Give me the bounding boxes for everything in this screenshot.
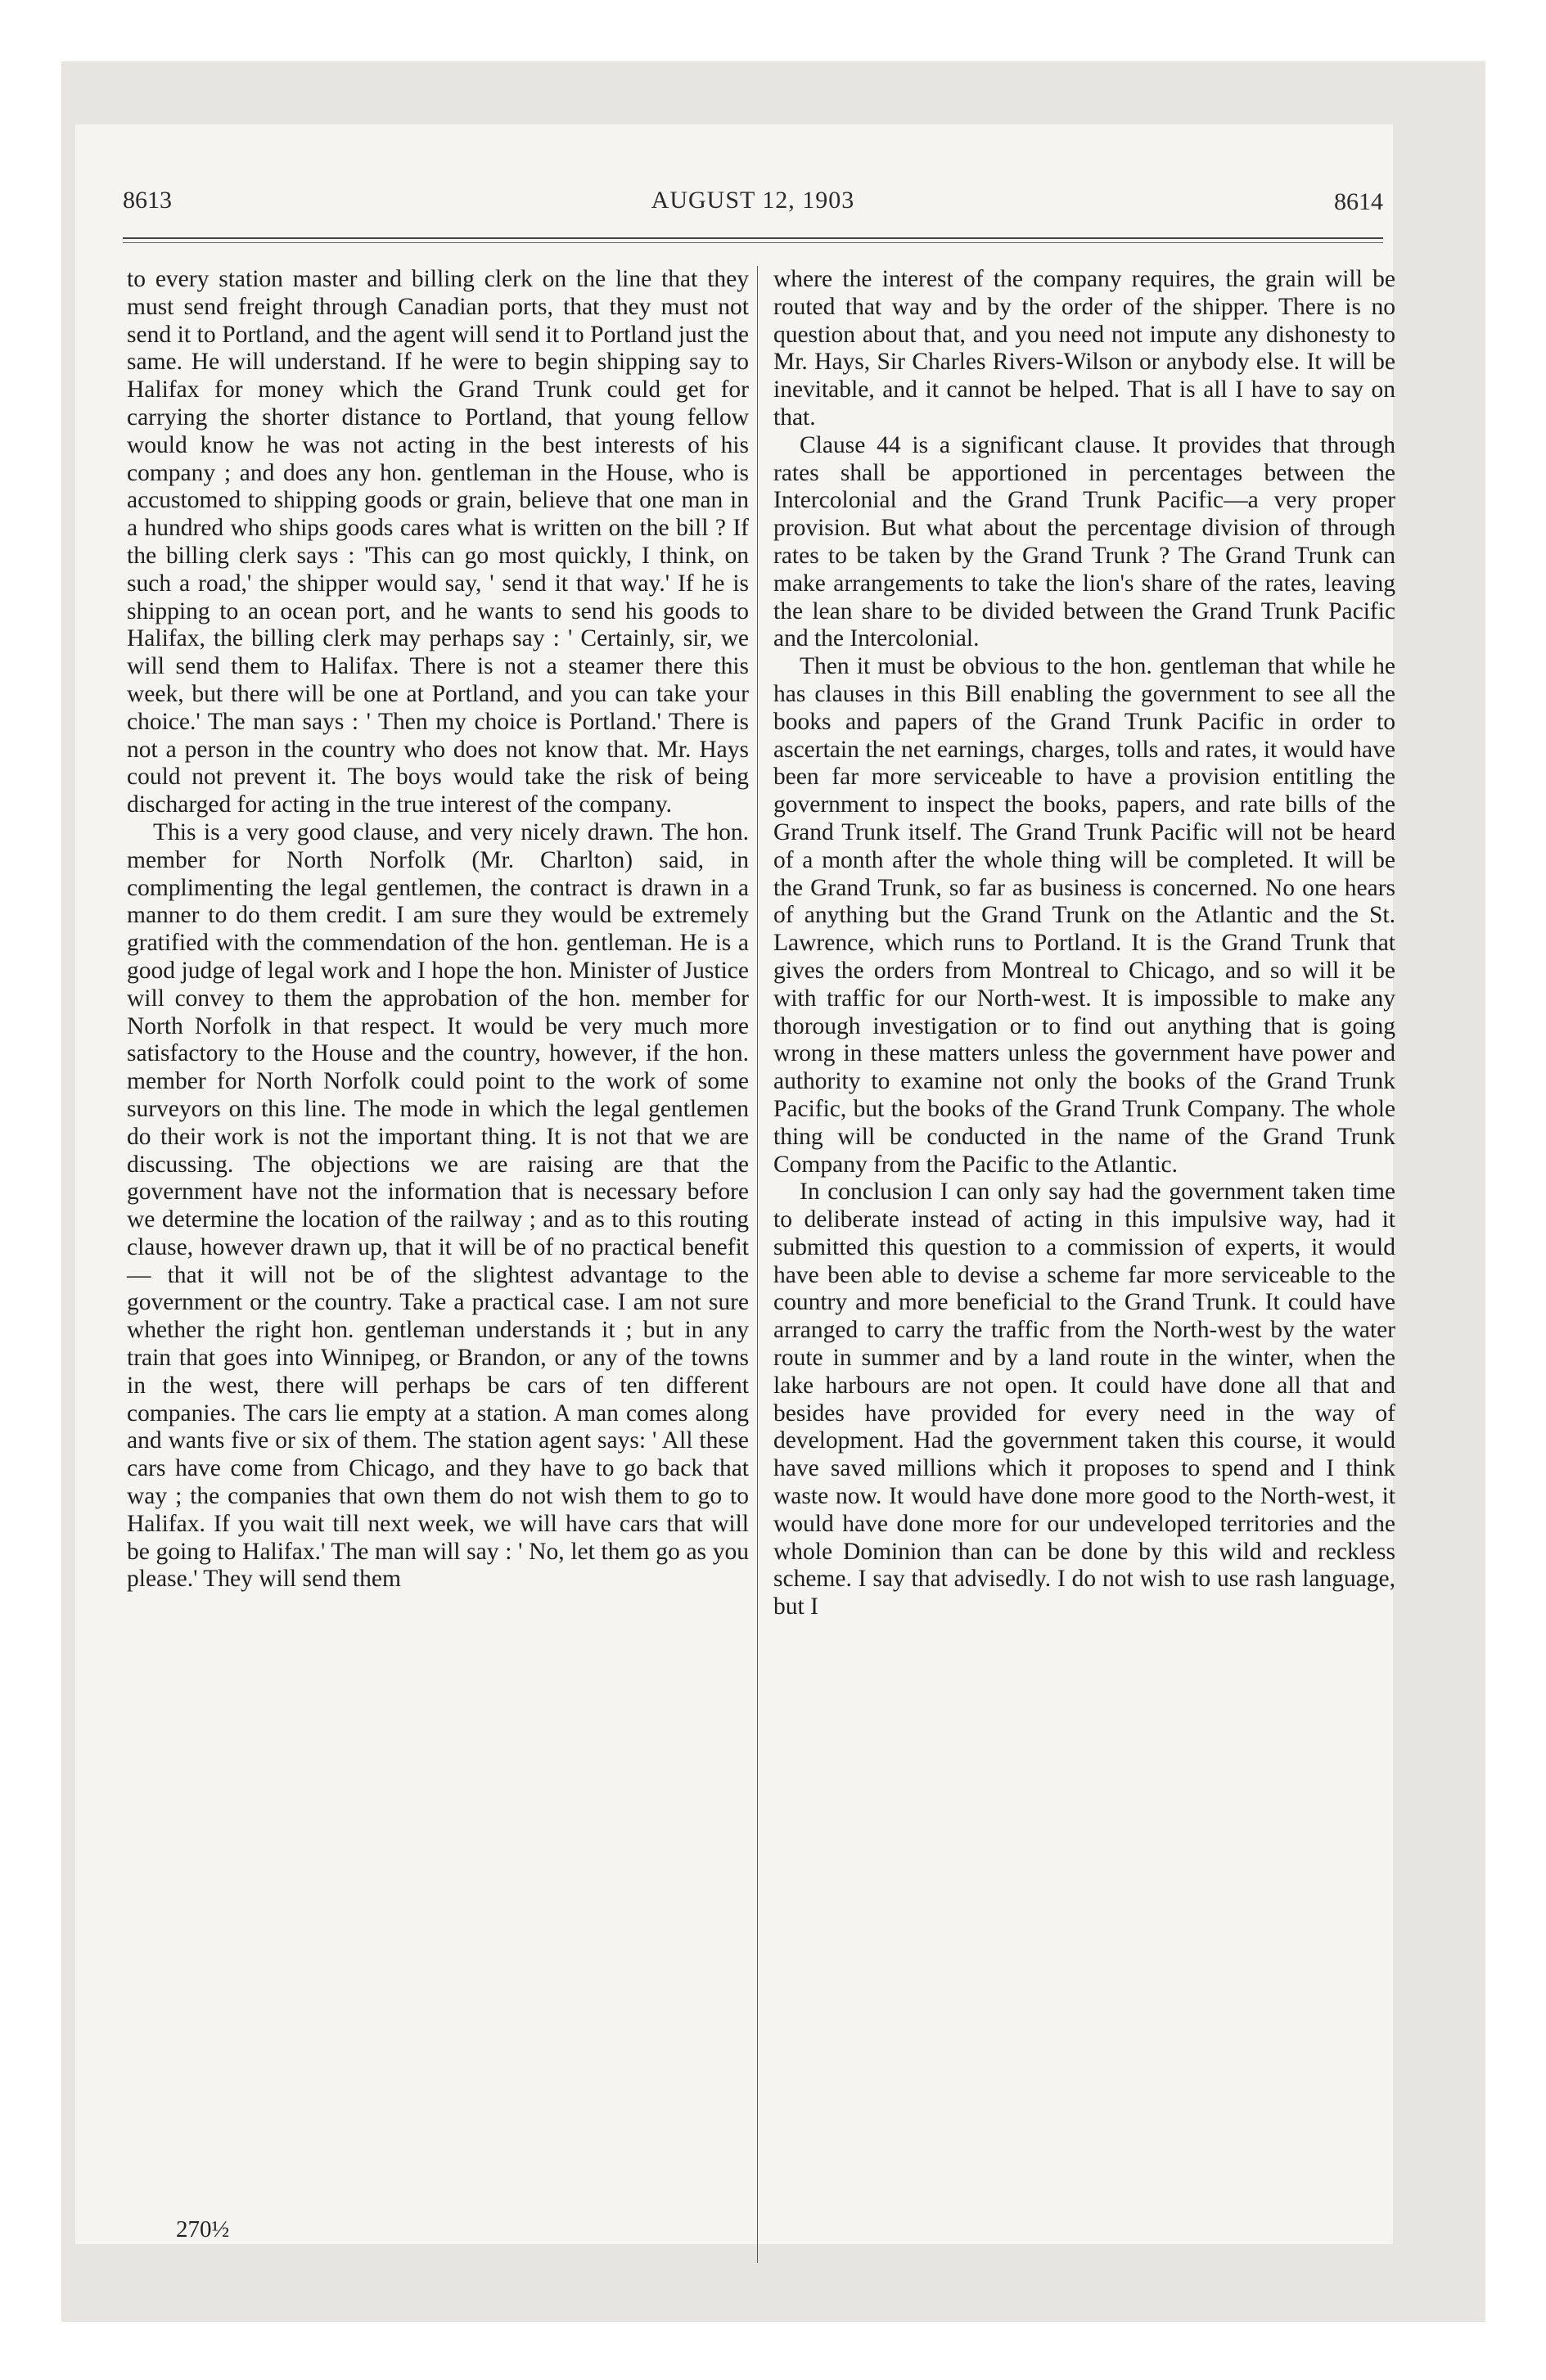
- right-column: [773, 266, 1395, 1621]
- paragraph: where the interest of the company requires, the grain will be routed that way and by the order of the shipper. There is no question about that, and you need not impute any dishonesty to Mr. Hays, Sir Charles Rivers-Wilson or anybody else. It will be inevitable, and it cannot be helped. That is all I have to say on that.: [773, 266, 1395, 430]
- left-column: [127, 266, 749, 1593]
- signature-mark: 270½: [176, 2216, 230, 2243]
- header-rule-top: [123, 237, 1383, 239]
- paragraph: Then it must be obvious to the hon. gentleman that while he has clauses in this Bill enabling the government to see all the books and papers of the Grand Trunk Pacific in order to ascertain the net earnings, charges, tolls and rates, it would have been far more serviceable to have a provision entitling the government to inspect the books, papers, and rate bills of the Grand Trunk itself. The Grand Trunk Pacific will not be heard of a month after the whole thing will be completed. It will be the Grand Trunk, so far as business is concerned. No one hears of anything but the Grand Trunk on the Atlantic and the St. Lawrence, which runs to Portland. It is the Grand Trunk that gives the orders from Montreal to Chicago, and so will it be with traffic for our North-west. It is impossible to make any thorough investigation or to find out anything that is going wrong in these matters unless the government have power and authority to examine not only the books of the Grand Trunk Pacific, but the books of the Grand Trunk Company. The whole thing will be conducted in the name of the Grand Trunk Company from the Pacific to the Atlantic.: [773, 653, 1395, 1178]
- page-date: AUGUST 12, 1903: [651, 187, 855, 214]
- paragraph: In conclusion I can only say had the government taken time to deliberate instead of acting in this impulsive way, had it submitted this question to a commission of experts, it would have been able to devise a scheme far more serviceable to the country and more beneficial to the Grand Trunk. It could have arranged to carry the traffic from the North-west by the water route in summer and by a land route in the winter, when the lake harbours are not open. It could have done all that and besides have provided for every need in the way of development. Had the government taken this course, it would have saved millions which it proposes to spend and I think waste now. It would have done more good to the North-west, it would have done more for our undeveloped territories and the whole Dominion than can be done by this wild and reckless scheme. I say that advisedly. I do not wish to use rash language, but I: [773, 1179, 1395, 1620]
- paragraph: to every station master and billing clerk on the line that they must send freight through Canadian ports, that they must not send it to Portland, and the agent will send it to Portland just the same. He will understand. If he were to begin shipping say to Halifax for money which the Grand Trunk could get for carrying the shorter distance to Portland, that young fellow would know he was not acting in the best interests of his company ; and does any hon. gentleman in the House, who is accustomed to shipping goods or grain, believe that one man in a hundred who ships goods cares what is written on the bill ? If the billing clerk says : 'This can go most quickly, I think, on such a road,' the shipper would say, ' send it that way.' If he is shipping to an ocean port, and he wants to send his goods to Halifax, the billing clerk may perhaps say : ' Certainly, sir, we will send them to Halifax. There is not a steamer there this week, but there will be one at Portland, and you can take your choice.' The man says : ' Then my choice is Portland.' There is not a person in the country who does not know that. Mr. Hays could not prevent it. The boys would take the risk of being discharged for acting in the true interest of the company.: [127, 266, 749, 818]
- column-divider: [757, 266, 758, 2263]
- paragraph: This is a very good clause, and very nicely drawn. The hon. member for North Norfolk (Mr. Charlton) said, in complimenting the legal gentlemen, the contract is drawn in a manner to do them credit. I am sure they would be extremely gratified with the commendation of the hon. gentleman. He is a good judge of legal work and I hope the hon. Minister of Justice will convey to them the approbation of the hon. member for North Norfolk in that respect. It would be very much more satisfactory to the House and the country, however, if the hon. member for North Norfolk could point to the work of some surveyors on this line. The mode in which the legal gentlemen do their work is not the important thing. It is not that we are discussing. The objections we are raising are that the government have not the information that is necessary before we determine the location of the railway ; and as to this routing clause, however drawn up, that it will be of no practical benefit— that it will not be of the slightest advantage to the government or the country. Take a practical case. I am not sure whether the right hon. gentleman understands it ; but in any train that goes into Winnipeg, or Brandon, or any of the towns in the west, there will perhaps be cars of ten different companies. The cars lie empty at a station. A man comes along and wants five or six of them. The station agent says: ' All these cars have come from Chicago, and they have to go back that way ; the companies that own them do not wish them to go to Halifax. If you wait till next week, we will have cars that will be going to Halifax.' The man will say : ' No, let them go as you please.' They will send them: [127, 818, 749, 1593]
- header-rule-bottom: [123, 242, 1383, 243]
- right-page-number: 8614: [1334, 188, 1383, 215]
- paragraph: Clause 44 is a significant clause. It provides that through rates shall be apportioned in percentages between the Intercolonial and the Grand Trunk Pacific—a very proper provision. But what about the percentage division of through rates to be taken by the Grand Trunk ? The Grand Trunk can make arrangements to take the lion's share of the rates, leaving the lean share to be divided between the Grand Trunk Pacific and the Intercolonial.: [773, 431, 1395, 652]
- page-header: [123, 187, 1383, 219]
- left-page-number: 8613: [123, 187, 172, 214]
